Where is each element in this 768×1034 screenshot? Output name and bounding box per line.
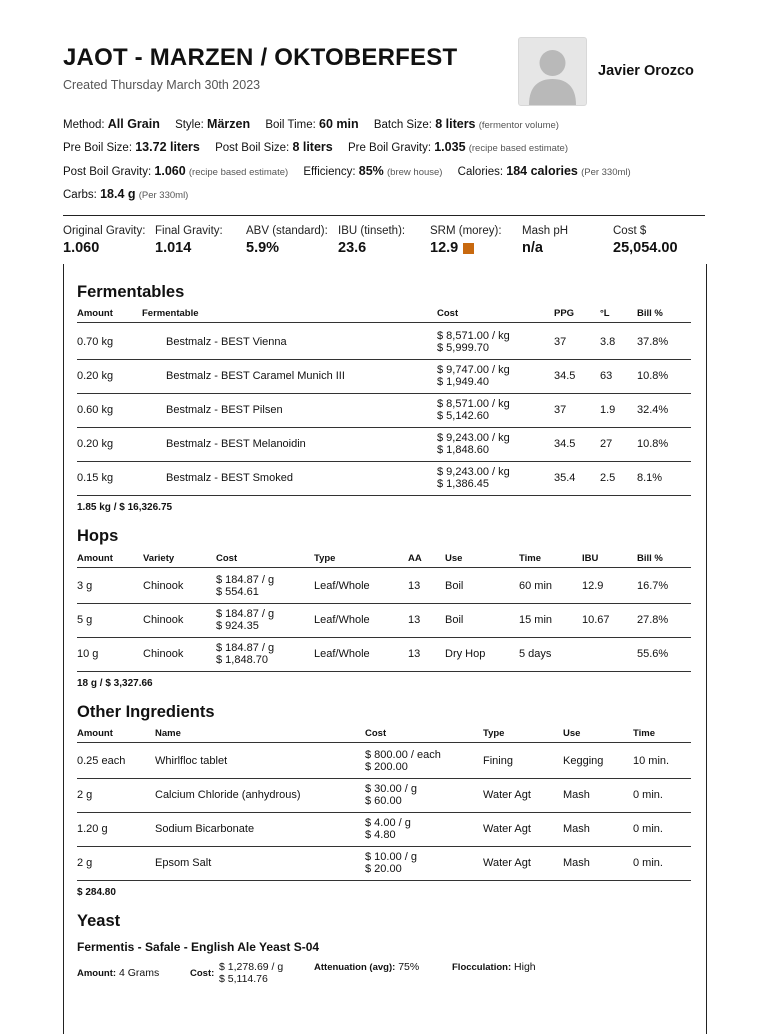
table-row [77,778,691,813]
cost-cell: $ 184.87 / g $ 554.61 [216,574,275,598]
table-row [77,603,691,638]
avatar [518,37,587,106]
amount-cell: 5 g [77,614,93,626]
yeast-name: Fermentis - Safale - English Ale Yeast S-04 [77,940,320,954]
post-boil-gravity-value: 1.060 [154,164,186,178]
time-cell: 0 min. [633,789,663,801]
batch-size-value: 8 liters [435,117,476,131]
amount-cell: 1.20 g [77,823,108,835]
info-line-4: Carbs: 18.4 g (Per 330ml) [63,187,189,201]
bill-cell: 27.8% [637,614,669,626]
srm-color-swatch [463,243,474,254]
table-row [77,359,691,394]
variety-cell: Chinook [143,648,184,660]
pre-boil-gravity-value: 1.035 [434,140,466,154]
amount-cell: 2 g [77,789,93,801]
stat-srm: SRM (morey): 12.9 [430,225,502,256]
table-row [77,461,691,496]
ppg-cell: 37 [554,404,567,416]
type-cell: Fining [483,755,513,767]
stat-ibu: IBU (tinseth): 23.6 [338,225,406,256]
fermentables-title: Fermentables [77,283,185,301]
time-cell: 60 min [519,580,553,592]
calories-value: 184 calories [506,164,578,178]
other-ingredients-header: Amount Name Cost Type Use Time [77,728,691,743]
lovibond-cell: 63 [600,370,613,382]
table-row [77,393,691,428]
amount-cell: 0.70 kg [77,336,114,348]
table-row [77,846,691,881]
name-cell: Calcium Chloride (anhydrous) [155,789,301,801]
yeast-cost: $ 1,278.69 / g $ 5,114.76 [219,961,284,985]
type-cell: Leaf/Whole [314,614,370,626]
table-row [77,569,691,604]
bill-cell: 8.1% [637,472,663,484]
use-cell: Dry Hop [445,648,486,660]
ibu-cell: 12.9 [582,580,604,592]
time-cell: 0 min. [633,823,663,835]
header-divider [63,215,705,216]
table-row [77,637,691,672]
name-cell: Whirlfloc tablet [155,755,228,767]
variety-cell: Chinook [143,580,184,592]
amount-cell: 0.15 kg [77,472,114,484]
ppg-cell: 35.4 [554,472,576,484]
use-cell: Kegging [563,755,604,767]
use-cell: Mash [563,789,590,801]
name-cell: Bestmalz - BEST Pilsen [166,404,283,416]
cost-cell: $ 800.00 / each $ 200.00 [365,749,441,773]
cost-cell: $ 30.00 / g $ 60.00 [365,783,417,807]
user-silhouette-icon [519,38,586,105]
amount-cell: 10 g [77,648,99,660]
lovibond-cell: 2.5 [600,472,616,484]
cost-cell: $ 184.87 / g $ 1,848.70 [216,642,275,666]
yeast-flocculation: Flocculation: High [452,961,536,973]
cost-cell: $ 9,747.00 / kg $ 1,949.40 [437,364,510,388]
lovibond-cell: 27 [600,438,613,450]
yeast-title: Yeast [77,912,121,930]
stat-original-gravity: Original Gravity: 1.060 [63,225,146,256]
aa-cell: 13 [408,580,421,592]
yeast-amount: Amount: 4 Grams [77,967,160,979]
ppg-cell: 34.5 [554,370,576,382]
carbs-value: 18.4 g [100,187,136,201]
other-ingredients-title: Other Ingredients [77,703,215,721]
bill-cell: 10.8% [637,370,669,382]
type-cell: Water Agt [483,789,531,801]
name-cell: Sodium Bicarbonate [155,823,255,835]
created-date: Created Thursday March 30th 2023 [63,78,261,92]
stat-final-gravity: Final Gravity: 1.014 [155,225,223,256]
yeast-attenuation: Attenuation (avg): 75% [314,961,420,973]
cost-cell: $ 4.00 / g $ 4.80 [365,817,411,841]
bill-cell: 32.4% [637,404,669,416]
amount-cell: 3 g [77,580,93,592]
hops-header: Amount Variety Cost Type AA Use Time IBU Bill % [77,553,691,568]
aa-cell: 13 [408,648,421,660]
fermentables-header: Amount Fermentable Cost PPG °L Bill % [77,308,691,323]
table-row [77,325,691,360]
cost-cell: $ 184.87 / g $ 924.35 [216,608,275,632]
bill-cell: 16.7% [637,580,669,592]
name-cell: Epsom Salt [155,857,212,869]
use-cell: Boil [445,614,464,626]
time-cell: 5 days [519,648,552,660]
stat-mash-ph: Mash pH n/a [522,225,569,256]
info-line-1: Method: All Grain Style: Märzen Boil Time: 60 min Batch Size: 8 liters (fermentor volume) [63,117,559,131]
name-cell: Bestmalz - BEST Caramel Munich III [166,370,345,382]
bill-cell: 55.6% [637,648,669,660]
name-cell: Bestmalz - BEST Vienna [166,336,287,348]
ppg-cell: 34.5 [554,438,576,450]
bill-cell: 37.8% [637,336,669,348]
time-cell: 0 min. [633,857,663,869]
method-value: All Grain [107,117,160,131]
hops-total: 18 g / $ 3,327.66 [77,678,153,689]
amount-cell: 0.20 kg [77,438,114,450]
hops-title: Hops [77,527,119,545]
efficiency-value: 85% [358,164,384,178]
name-cell: Bestmalz - BEST Smoked [166,472,293,484]
table-row [77,744,691,779]
aa-cell: 13 [408,614,421,626]
cost-cell: $ 9,243.00 / kg $ 1,848.60 [437,432,510,456]
cost-cell: $ 9,243.00 / kg $ 1,386.45 [437,466,510,490]
type-cell: Leaf/Whole [314,648,370,660]
cost-cell: $ 8,571.00 / kg $ 5,999.70 [437,330,510,354]
ppg-cell: 37 [554,336,567,348]
use-cell: Mash [563,857,590,869]
bill-cell: 10.8% [637,438,669,450]
type-cell: Leaf/Whole [314,580,370,592]
boil-time-value: 60 min [319,117,359,131]
lovibond-cell: 1.9 [600,404,616,416]
recipe-title: JAOT - MARZEN / OKTOBERFEST [63,44,458,71]
style-value: Märzen [207,117,251,131]
amount-cell: 0.25 each [77,755,126,767]
other-ingredients-total: $ 284.80 [77,887,116,898]
pre-boil-size-value: 13.72 liters [135,140,200,154]
info-line-3: Post Boil Gravity: 1.060 (recipe based estimate) Efficiency: 85% (brew house) Calories: 184 calories (Per 330ml) [63,164,631,178]
amount-cell: 2 g [77,857,93,869]
cost-cell: $ 8,571.00 / kg $ 5,142.60 [437,398,510,422]
amount-cell: 0.60 kg [77,404,114,416]
yeast-cost-label: Cost: [190,968,215,979]
use-cell: Mash [563,823,590,835]
lovibond-cell: 3.8 [600,336,616,348]
author-name: Javier Orozco [598,63,694,79]
time-cell: 10 min. [633,755,670,767]
type-cell: Water Agt [483,823,531,835]
fermentables-total: 1.85 kg / $ 16,326.75 [77,502,173,513]
amount-cell: 0.20 kg [77,370,114,382]
cost-cell: $ 10.00 / g $ 20.00 [365,851,417,875]
variety-cell: Chinook [143,614,184,626]
name-cell: Bestmalz - BEST Melanoidin [166,438,306,450]
post-boil-size-value: 8 liters [292,140,333,154]
time-cell: 15 min [519,614,553,626]
ibu-cell: 10.67 [582,614,610,626]
stat-cost: Cost $ 25,054.00 [613,225,678,256]
table-row [77,427,691,462]
type-cell: Water Agt [483,857,531,869]
table-row [77,812,691,847]
info-line-2: Pre Boil Size: 13.72 liters Post Boil Size: 8 liters Pre Boil Gravity: 1.035 (recipe based estimate) [63,140,568,154]
use-cell: Boil [445,580,464,592]
stat-abv: ABV (standard): 5.9% [246,225,328,256]
